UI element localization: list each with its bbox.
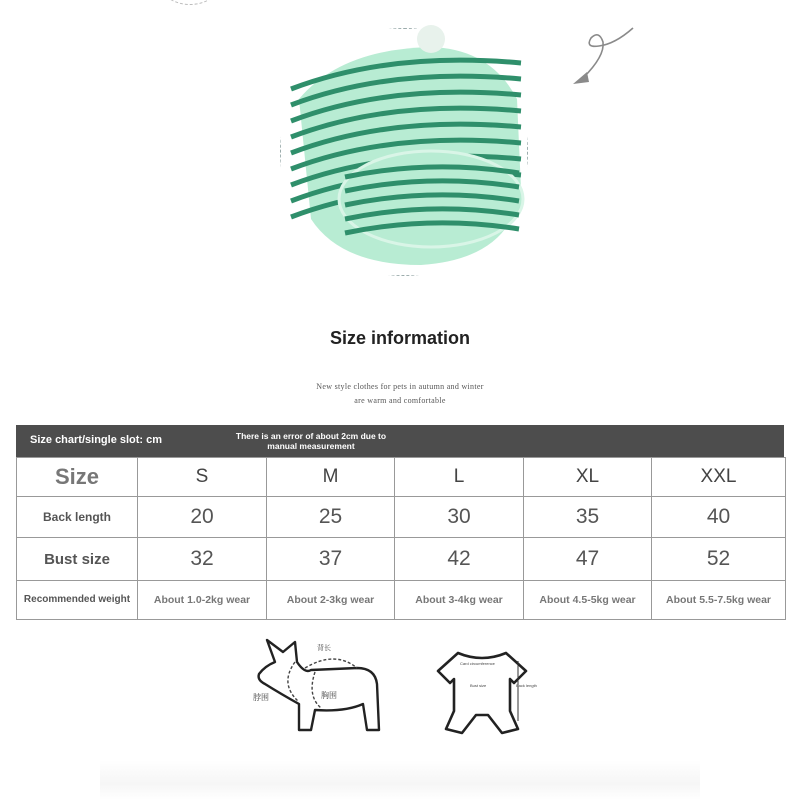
back-length-cell: 40 <box>652 497 786 538</box>
weight-cell: About 1.0-2kg wear <box>138 581 267 620</box>
dog-back-label: 背长 <box>317 645 331 652</box>
weight-cell: About 3-4kg wear <box>395 581 524 620</box>
product-subtitle <box>0 380 800 408</box>
bust-cell: 32 <box>138 538 267 581</box>
weight-cell: About 5.5-7.5kg wear <box>652 581 786 620</box>
weight-cell: About 4.5-5kg wear <box>524 581 652 620</box>
row-label-bust-size: Bust size <box>17 538 138 581</box>
striped-fabric-illustration <box>281 29 527 275</box>
size-chart-unit-label: Size chart/single slot: cm <box>30 434 163 446</box>
size-chart-table <box>16 457 786 620</box>
table-row-bust-size <box>17 538 786 581</box>
back-length-dashed-line <box>305 659 357 668</box>
bust-cell: 47 <box>524 538 652 581</box>
bust-cell: 37 <box>267 538 395 581</box>
dog-chest-label: 胸围 <box>321 691 337 700</box>
size-cell: L <box>395 458 524 497</box>
size-cell: XL <box>524 458 652 497</box>
subtitle-line-1: New style clothes for pets in autumn and winter <box>316 382 484 391</box>
back-length-cell: 35 <box>524 497 652 538</box>
product-closeup-image <box>280 28 528 276</box>
table-row-size <box>17 458 786 497</box>
subtitle-line-2: are warm and comfortable <box>354 396 446 405</box>
bust-cell: 42 <box>395 538 524 581</box>
weight-cell: About 2-3kg wear <box>267 581 395 620</box>
back-length-cell: 30 <box>395 497 524 538</box>
row-label-size: Size <box>17 458 138 497</box>
table-row-back-length <box>17 497 786 538</box>
back-length-cell: 25 <box>267 497 395 538</box>
row-label-back-length: Back length <box>17 497 138 538</box>
shirt-bust-label: Bust size <box>470 683 487 688</box>
measurement-error-note: There is an error of about 2cm due to manual measurement <box>235 431 387 451</box>
size-cell: M <box>267 458 395 497</box>
size-chart-header <box>16 425 784 457</box>
shirt-collar-label: Card circumference <box>460 661 495 666</box>
page-title: Size information <box>329 328 470 348</box>
table-row-recommended-weight <box>17 581 786 620</box>
dog-measurement-diagram <box>245 632 385 740</box>
curly-arrow-icon <box>565 22 645 92</box>
back-length-cell: 20 <box>138 497 267 538</box>
row-label-recommended-weight: Recommended weight <box>17 581 138 620</box>
bottom-fade-decoration <box>100 760 700 800</box>
size-cell: S <box>138 458 267 497</box>
dog-silhouette-icon <box>259 640 379 730</box>
decorative-arc <box>150 0 230 5</box>
size-cell: XXL <box>652 458 786 497</box>
bust-cell: 52 <box>652 538 786 581</box>
shirt-back-label: Back length <box>516 683 537 688</box>
shirt-measurement-diagram <box>432 645 537 737</box>
dog-neck-label: 脖围 <box>253 693 269 702</box>
